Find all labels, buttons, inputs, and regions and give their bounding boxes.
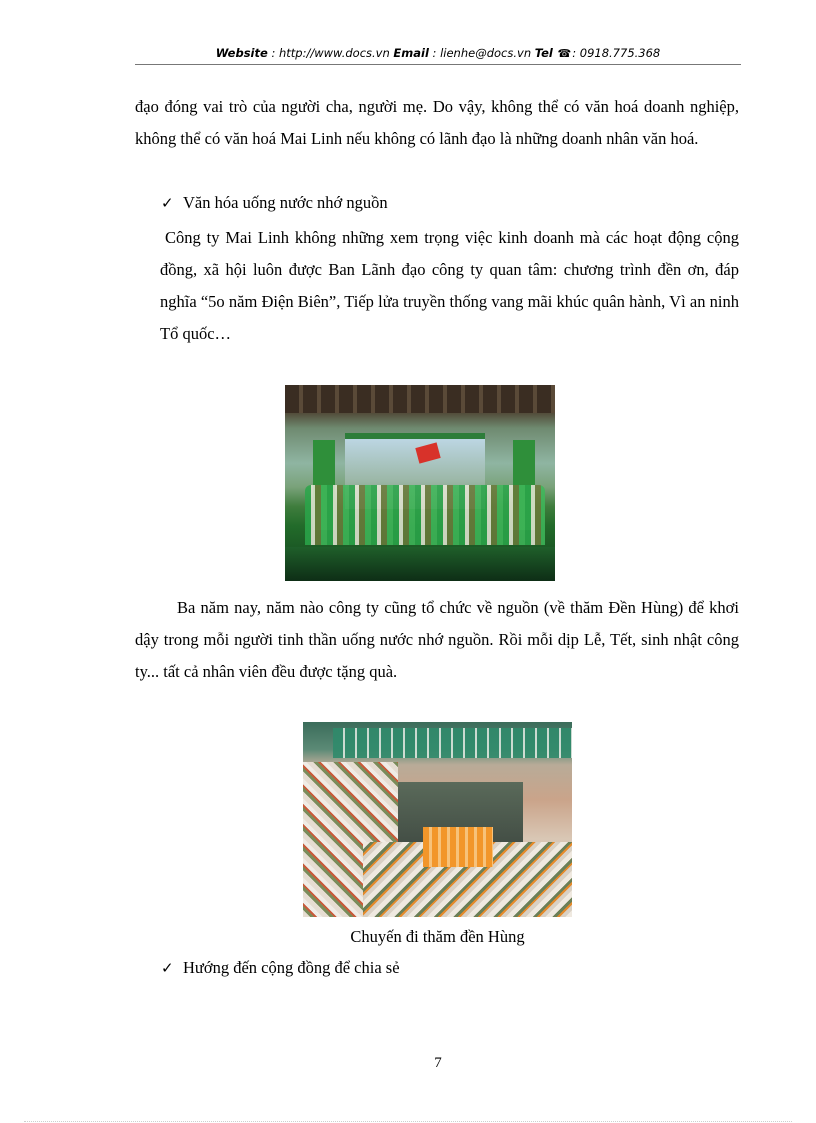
checkmark-icon: ✓	[161, 196, 174, 212]
phone-icon: ☎	[557, 47, 572, 60]
hung-temple-trip-photo	[303, 722, 572, 917]
page-number: 7	[434, 1055, 442, 1071]
stage-performance-photo	[285, 385, 555, 581]
bullet-label: Hướng đến cộng đồng để chia sẻ	[183, 958, 400, 977]
paragraph-hung-temple: Ba năm nay, năm nào công ty cũng tổ chức về nguồn (về thăm Đền Hùng) để khơi dậy trong mỗi người tinh thần uống nước nhớ nguồn. Rồi mỗi dịp Lễ, Tết, sinh nhật công ty... tất cả nhân viên đều được tặng quà.	[135, 598, 739, 681]
page-header	[135, 46, 741, 65]
photo-taxi-fleet	[333, 728, 572, 758]
bullet-label: Văn hóa uống nước nhớ nguồn	[183, 193, 388, 212]
checkmark-icon: ✓	[161, 961, 174, 977]
website-label: Website	[215, 46, 268, 60]
email-value: : lienhe@docs.vn	[428, 46, 535, 60]
email-label: Email	[393, 46, 429, 60]
bullet-gratitude-culture	[161, 191, 388, 216]
photo-ceiling	[285, 385, 555, 413]
photo-stage	[285, 547, 555, 581]
photo-caption: Chuyến đi thăm đền Hùng	[350, 927, 525, 946]
tel-label: Tel	[534, 46, 553, 60]
photo-performers	[305, 485, 545, 545]
website-value: : http://www.docs.vn	[267, 46, 394, 60]
photo-procession	[423, 827, 493, 867]
footer-divider	[24, 1121, 792, 1122]
paragraph-community-activities: Công ty Mai Linh không những xem trọng việc kinh doanh mà các hoạt động cộng đồng, xã hội luôn được Ban Lãnh đạo công ty quan tâm: chương trình đền ơn, đáp nghĩa “5o năm Điện Biên”, Tiếp lửa truyền thống vang mãi khúc quân hành, Vì an ninh Tổ quốc…	[160, 228, 739, 343]
bullet-community-sharing	[161, 956, 400, 981]
paragraph-leadership: đạo đóng vai trò của người cha, người mẹ. Do vậy, không thể có văn hoá doanh nghiệp, không thể có văn hoá Mai Linh nếu không có lãnh đạo là những doanh nhân văn hoá.	[135, 97, 739, 148]
tel-value: : 0918.775.368	[572, 46, 661, 60]
